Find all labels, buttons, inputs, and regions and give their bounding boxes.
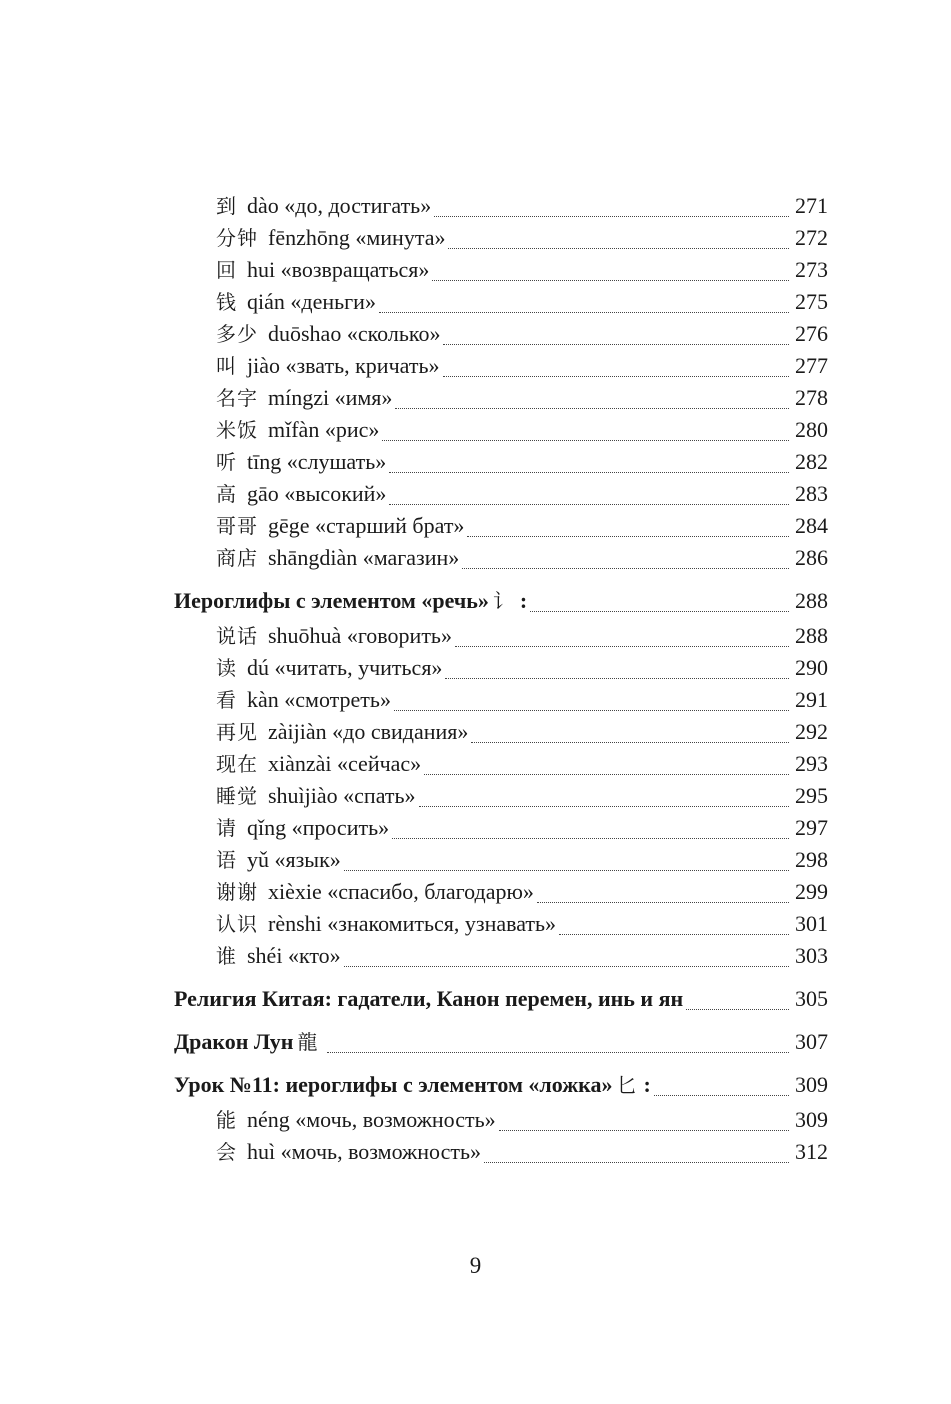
entry-title: dú «читать, учиться»: [247, 655, 443, 680]
hanzi: 分钟: [216, 226, 258, 250]
page-number: 293: [795, 751, 828, 776]
page-number: 303: [795, 943, 828, 968]
dot-leader: [530, 611, 789, 612]
page-number: 309: [795, 1072, 828, 1097]
page-number: 290: [795, 655, 828, 680]
hanzi: 叫: [216, 354, 237, 378]
dot-leader: [419, 806, 789, 807]
dot-leader: [654, 1095, 789, 1096]
toc-section-heading[interactable]: [174, 983, 828, 1015]
hanzi: 读: [216, 656, 237, 680]
page-number: 280: [795, 417, 828, 442]
page-number: 312: [795, 1139, 828, 1164]
page-number: 292: [795, 719, 828, 744]
toc-entry[interactable]: [174, 716, 828, 748]
page-number: 309: [795, 1107, 828, 1132]
toc-entry[interactable]: [174, 1104, 828, 1136]
page-number: 282: [795, 449, 828, 474]
toc-section-heading[interactable]: [174, 585, 828, 617]
page-number: 286: [795, 545, 828, 570]
entry-title: qián «деньги»: [247, 289, 376, 314]
entry-title: xiànzài «сейчас»: [268, 751, 422, 776]
toc-entry[interactable]: [174, 350, 828, 382]
toc-entry[interactable]: [174, 446, 828, 478]
page-number: 288: [795, 588, 828, 613]
dot-leader: [443, 376, 790, 377]
hanzi: 会: [216, 1140, 237, 1164]
entry-title: huì «мочь, возможность»: [247, 1139, 481, 1164]
toc-section-heading[interactable]: [174, 1069, 828, 1101]
entry-title: gēge «старший брат»: [268, 513, 465, 538]
entry-title: míngzi «имя»: [268, 385, 393, 410]
page-number: 288: [795, 623, 828, 648]
toc-entry[interactable]: [174, 382, 828, 414]
page-number: 301: [795, 911, 828, 936]
hanzi: 认识: [216, 912, 258, 936]
section-title: Иероглифы с элементом «речь»: [174, 588, 489, 613]
dot-leader: [389, 504, 789, 505]
hanzi: 语: [216, 848, 237, 872]
hanzi: 哥哥: [216, 514, 258, 538]
toc-entry[interactable]: [174, 478, 828, 510]
hanzi: 米饭: [216, 418, 258, 442]
toc-entry[interactable]: [174, 780, 828, 812]
entry-title: hui «возвращаться»: [247, 257, 430, 282]
page-number: 305: [795, 986, 828, 1011]
entry-title: zàijiàn «до свидания»: [268, 719, 469, 744]
dot-leader: [392, 838, 789, 839]
dot-leader: [467, 536, 789, 537]
section-suffix: :: [643, 1072, 651, 1097]
dot-leader: [448, 248, 789, 249]
dot-leader: [424, 774, 789, 775]
hanzi: 再见: [216, 720, 258, 744]
toc-entry[interactable]: [174, 286, 828, 318]
entry-title: yǔ «язык»: [247, 847, 341, 872]
table-of-contents: [174, 190, 828, 1168]
entry-title: kàn «смотреть»: [247, 687, 391, 712]
toc-entry[interactable]: [174, 876, 828, 908]
section-title: Религия Китая: гадатели, Канон перемен, инь и ян: [174, 986, 684, 1011]
dot-leader: [432, 280, 789, 281]
entry-title: shuìjiào «спать»: [268, 783, 416, 808]
toc-entry[interactable]: [174, 812, 828, 844]
toc-entry[interactable]: [174, 222, 828, 254]
toc-entry[interactable]: [174, 684, 828, 716]
dot-leader: [382, 440, 789, 441]
toc-entry[interactable]: [174, 844, 828, 876]
page-number: 284: [795, 513, 828, 538]
toc-section-heading[interactable]: [174, 1026, 828, 1058]
dot-leader: [327, 1052, 789, 1053]
hanzi: 钱: [216, 290, 237, 314]
entry-title: mǐfàn «рис»: [268, 417, 380, 442]
section-title: Урок №11: иероглифы с элементом «ложка»: [174, 1072, 613, 1097]
dot-leader: [537, 902, 789, 903]
page-number: 291: [795, 687, 828, 712]
page-folio: 9: [469, 1253, 482, 1278]
toc-entry[interactable]: [174, 940, 828, 972]
hanzi: 谢谢: [216, 880, 258, 904]
dragon-glyph: 龍: [297, 1030, 319, 1054]
entry-title: néng «мочь, возможность»: [247, 1107, 496, 1132]
toc-entry[interactable]: [174, 254, 828, 286]
toc-entry[interactable]: [174, 908, 828, 940]
toc-entry[interactable]: [174, 1136, 828, 1168]
hanzi: 说话: [216, 624, 258, 648]
dot-leader: [389, 472, 789, 473]
hanzi: 能: [216, 1108, 237, 1132]
dot-leader: [445, 678, 789, 679]
hanzi: 现在: [216, 752, 258, 776]
page-number: 275: [795, 289, 828, 314]
dot-leader: [443, 344, 789, 345]
radical-glyph: 匕: [616, 1073, 638, 1097]
page-number: 276: [795, 321, 828, 346]
page-number: 277: [795, 353, 828, 378]
page-number: 307: [795, 1029, 828, 1054]
dot-leader: [484, 1162, 789, 1163]
hanzi: 听: [216, 450, 237, 474]
dot-leader: [499, 1130, 789, 1131]
page-number: 283: [795, 481, 828, 506]
page-number: 299: [795, 879, 828, 904]
section-suffix: :: [519, 588, 528, 613]
entry-title: shéi «кто»: [247, 943, 341, 968]
page-number: 271: [795, 193, 828, 218]
dot-leader: [434, 216, 789, 217]
hanzi: 睡觉: [216, 784, 258, 808]
entry-title: xièxie «спасибо, благодарю»: [268, 879, 534, 904]
hanzi: 回: [216, 258, 237, 282]
toc-entry[interactable]: [174, 510, 828, 542]
page-number: 272: [795, 225, 828, 250]
page-number: 273: [795, 257, 828, 282]
toc-entry[interactable]: [174, 190, 828, 222]
hanzi: 名字: [216, 386, 258, 410]
entry-title: qǐng «просить»: [247, 815, 390, 840]
entry-title: rènshi «знакомиться, узнавать»: [268, 911, 557, 936]
dot-leader: [395, 408, 789, 409]
toc-entry[interactable]: [174, 620, 828, 652]
dot-leader: [686, 1009, 789, 1010]
hanzi: 到: [216, 194, 237, 218]
page-number: 295: [795, 783, 828, 808]
hanzi: 多少: [216, 322, 258, 346]
dot-leader: [344, 870, 789, 871]
toc-entry[interactable]: [174, 318, 828, 350]
page-number: 297: [795, 815, 828, 840]
entry-title: dào «до, достигать»: [247, 193, 432, 218]
dot-leader: [455, 646, 789, 647]
toc-entry[interactable]: [174, 542, 828, 574]
page-number: 278: [795, 385, 828, 410]
entry-title: tīng «слушать»: [247, 449, 387, 474]
entry-title: jiào «звать, кричать»: [247, 353, 440, 378]
entry-title: shāngdiàn «магазин»: [268, 545, 460, 570]
dot-leader: [471, 742, 789, 743]
entry-title: fēnzhōng «минута»: [268, 225, 446, 250]
hanzi: 高: [216, 482, 237, 506]
dot-leader: [462, 568, 789, 569]
section-title: Дракон Лун: [174, 1029, 294, 1054]
hanzi: 谁: [216, 944, 237, 968]
dot-leader: [559, 934, 789, 935]
entry-title: gāo «высокий»: [247, 481, 387, 506]
toc-entry[interactable]: [174, 652, 828, 684]
hanzi: 看: [216, 688, 237, 712]
dot-leader: [344, 966, 789, 967]
dot-leader: [379, 312, 789, 313]
dot-leader: [394, 710, 789, 711]
toc-entry[interactable]: [174, 414, 828, 446]
entry-title: shuōhuà «говорить»: [268, 623, 452, 648]
entry-title: duōshao «сколько»: [268, 321, 441, 346]
toc-entry[interactable]: [174, 748, 828, 780]
page-number: 298: [795, 847, 828, 872]
hanzi: 商店: [216, 546, 258, 570]
hanzi: 请: [216, 816, 237, 840]
radical-glyph: 讠: [492, 589, 514, 613]
